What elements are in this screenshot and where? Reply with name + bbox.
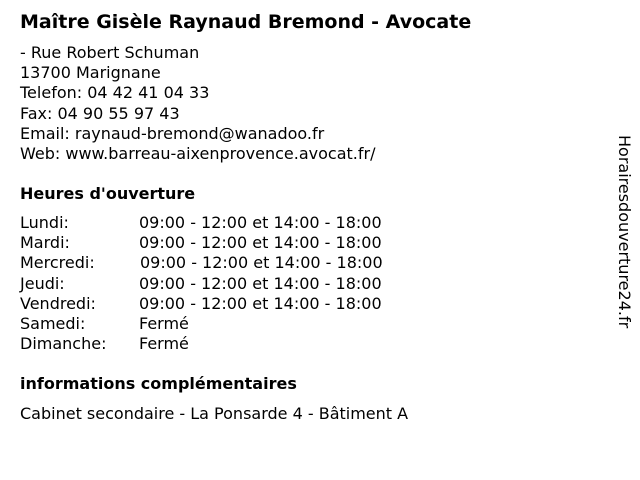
hours-day-label: Lundi:: [20, 213, 69, 232]
additional-info-text: Cabinet secondaire - La Ponsarde 4 - Bâtiment A: [20, 404, 409, 423]
hours-day-label: Mercredi:: [20, 253, 95, 273]
opening-hours-heading: Heures d'ouverture: [20, 184, 196, 203]
hours-day-label: Vendredi:: [20, 293, 96, 313]
hours-day-label: Jeudi:: [20, 273, 65, 293]
watermark-text: Horairesdouverture24.fr: [615, 135, 634, 329]
hours-time-value: 09:00 - 12:00 et 14:00 - 18:00: [140, 253, 383, 273]
hours-time-value: 09:00 - 12:00 et 14:00 - 18:00: [139, 293, 382, 313]
contact-details: [20, 43, 375, 164]
address-street: - Rue Robert Schuman: [20, 43, 200, 62]
website-address: Web: www.barreau-aixenprovence.avocat.fr/: [20, 143, 376, 163]
hours-time-value: Fermé: [139, 313, 189, 333]
address-city: 13700 Marignane: [20, 63, 161, 83]
fax-number: Fax: 04 90 55 97 43: [20, 103, 180, 123]
site-watermark: [611, 135, 637, 371]
email-address: Email: raynaud-bremond@wanadoo.fr: [20, 123, 325, 143]
hours-day-label: Samedi:: [20, 313, 86, 333]
hours-time-value: Fermé: [139, 334, 189, 354]
hours-time-value: 09:00 - 12:00 et 14:00 - 18:00: [139, 273, 382, 293]
phone-number: Telefon: 04 42 41 04 33: [20, 83, 210, 103]
hours-time-value: 09:00 - 12:00 et 14:00 - 18:00: [139, 213, 382, 232]
additional-info-heading: informations complémentaires: [20, 374, 297, 393]
hours-day-label: Dimanche:: [20, 334, 107, 354]
page-title: Maître Gisèle Raynaud Bremond - Avocate: [20, 11, 472, 33]
hours-time-value: 09:00 - 12:00 et 14:00 - 18:00: [139, 233, 382, 253]
hours-day-label: Mardi:: [20, 233, 70, 253]
